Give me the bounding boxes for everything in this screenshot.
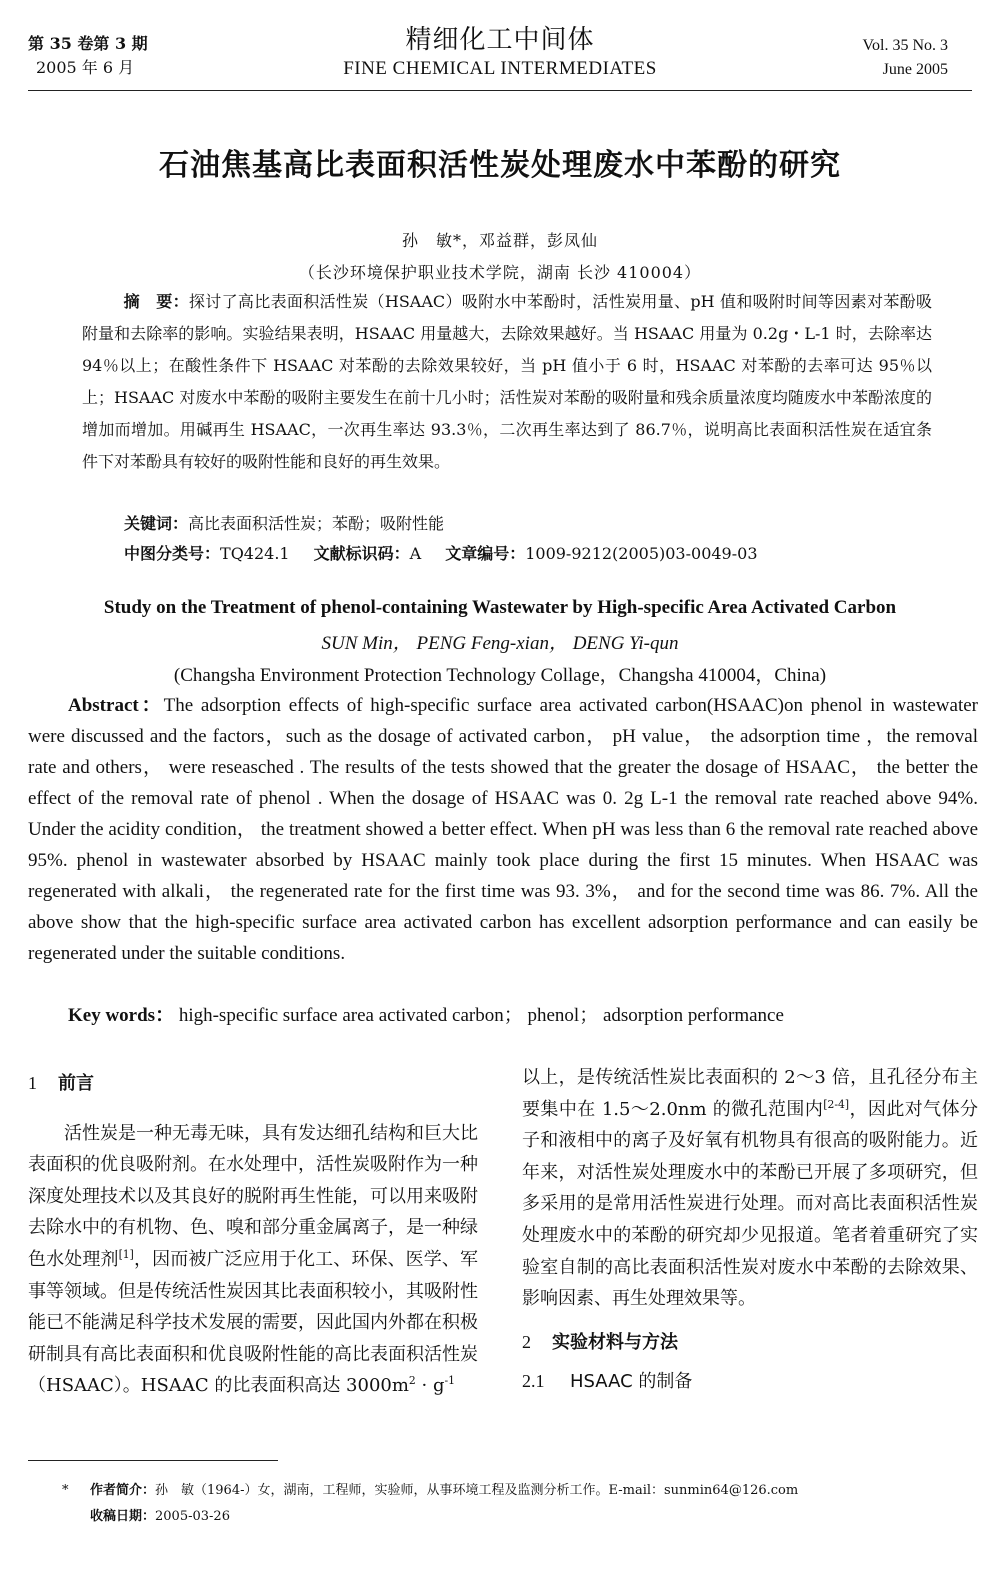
abstract-en-text: The adsorption effects of high-specific surface area activated carbon(HSAAC)on phenol in wastewater were discussed and the factors，such as the dosage of activated carbon， pH value， the adsorption time ，the removal rate and others， were reseasched . The results of the tests showed that the greater the dosage of HSAAC， the better the effect of the removal rate of phenol . When the dosage of HSAAC was 0. 2g L-1 the removal rate reached above 94%. Under the acidity condition， the treatment showed a better effect. When pH was less than 6 the removal rate reached above 95%. phenol in wastewater absorbed by HSAAC mainly took place during the first 15 minutes. When HSAAC was regenerated with alkali， the regenerated rate for the first time was 93. 3%， and for the second time was 86. 7%. All the above show that the high-specific surface area activated carbon has excellent adsorption performance and can easily be regenerated under the suitable conditions.	[28, 695, 978, 964]
intro-cont-part2: ，因此对气体分子和液相中的离子及好氧有机物具有很高的吸附能力。近年来，对活性炭处理废水中的苯酚已开展了多项研究，但多采用的是常用活性炭进行处理。而对高比表面积活性炭处理废水中的苯酚的研究却少见报道。笔者着重研究了实验室自制的高比表面积活性炭对废水中苯酚的去除效果、影响因素、再生处理效果等。	[522, 1098, 979, 1310]
body-left-column	[28, 1068, 478, 1402]
intro-paragraph	[28, 1118, 478, 1402]
section-2-title: 实验材料与方法	[552, 1331, 678, 1353]
volume-issue: 第 35 卷第 3 期	[28, 34, 148, 53]
article-number-label: 文章编号：	[445, 544, 526, 563]
keywords-cn	[124, 508, 444, 540]
article-number-value: 1009-9212(2005)03-0049-03	[525, 544, 758, 563]
received-date-value: 2005-03-26	[155, 1509, 230, 1524]
unit-superscript-2: 2	[408, 1374, 416, 1388]
section-1-heading	[28, 1068, 478, 1100]
paper-title-cn: 石油焦基高比表面积活性炭处理废水中苯酚的研究	[159, 148, 841, 183]
clc-value: TQ424.1	[220, 544, 290, 563]
intro-text-part1: 活性炭是一种无毒无味，具有发达细孔结构和巨大比表面积的优良吸附剂。在水处理中，活性炭吸附作为一种深度处理技术以及其良好的脱附再生性能，可以用来吸附去除水中的有机物、色、嗅和部分重金属离子，是一种绿色水处理剂	[28, 1122, 478, 1270]
abstract-cn-label: 摘 要：	[123, 292, 189, 311]
header-divider	[28, 90, 972, 91]
abstract-en-label: Abstract：	[68, 695, 164, 716]
footnote-divider	[28, 1460, 278, 1461]
footnote-star: *	[62, 1483, 69, 1498]
body-right-column	[522, 1062, 978, 1398]
section-1-title: 前言	[58, 1073, 94, 1094]
subsection-2-1-heading	[522, 1366, 978, 1398]
author-bio-text: 孙 敏（1964-）女，湖南，工程师，实验师，从事环境工程及监测分析工作。E-mail：sunmin64@126.com	[155, 1483, 799, 1498]
keywords-en-label: Key words：	[68, 1005, 175, 1026]
intro-paragraph-continued	[522, 1062, 978, 1315]
section-1-number: 1	[28, 1073, 37, 1093]
abstract-cn	[82, 286, 932, 478]
journal-title-cn: 精细化工中间体	[405, 25, 595, 55]
section-2-heading	[522, 1327, 978, 1359]
classification-line	[124, 538, 758, 570]
unit-superscript-minus1: -1	[444, 1374, 456, 1388]
authors-cn: 孙 敏*，邓益群，彭凤仙	[401, 231, 598, 250]
doc-code-value: A	[409, 544, 422, 563]
intro-cont-part1: 以上，是传统活性炭比表面积的 2～3 倍，且孔径分布主要集中在 1.5～2.0nm 的微孔范围内	[522, 1067, 978, 1120]
citation-2-4: [2-4]	[823, 1097, 850, 1111]
keywords-en	[68, 1002, 784, 1030]
subsection-2-1-title: HSAAC 的制备	[570, 1371, 693, 1393]
journal-title-en: FINE CHEMICAL INTERMEDIATES	[343, 58, 657, 79]
section-2-number: 2	[522, 1331, 531, 1352]
keywords-cn-text: 高比表面积活性炭；苯酚；吸附性能	[188, 514, 445, 533]
authors-en: SUN Min， PENG Feng-xian， DENG Yi-qun	[321, 633, 679, 654]
author-footnote	[62, 1480, 798, 1502]
received-date-label: 收稿日期：	[90, 1509, 156, 1524]
author-bio-label: 作者简介：	[90, 1483, 156, 1498]
keywords-cn-label: 关键词：	[124, 514, 189, 533]
publication-date: 2005 年 6 月	[36, 58, 135, 77]
doc-code-label: 文献标识码：	[313, 544, 410, 563]
publication-date-en: June 2005	[882, 61, 948, 78]
keywords-en-text: high-specific surface area activated carbon； phenol； adsorption performance	[174, 1005, 784, 1026]
clc-label: 中图分类号：	[124, 544, 221, 563]
journal-title	[0, 24, 1000, 82]
affiliation-cn: （长沙环境保护职业技术学院，湖南 长沙 410004）	[298, 263, 702, 282]
citation-1: [1]	[118, 1247, 134, 1261]
affiliation-en: (Changsha Environment Protection Technology Collage，Changsha 410004，China)	[173, 665, 827, 686]
abstract-en	[28, 690, 978, 969]
subsection-2-1-number: 2.1	[522, 1371, 545, 1392]
unit-g: · g	[415, 1375, 445, 1397]
volume-issue-en: Vol. 35 No. 3	[862, 37, 948, 54]
received-date-footnote	[90, 1506, 230, 1528]
abstract-cn-text: 探讨了高比表面积活性炭（HSAAC）吸附水中苯酚时，活性炭用量、pH 值和吸附时间等因素对苯酚吸附量和去除率的影响。实验结果表明，HSAAC 用量越大，去除效果越好。当 HSAAC 用量为 0.2g・L-1 时，去除率达 94％以上；在酸性条件下 HSAAC 对苯酚的去除效果较好，当 pH 值小于 6 时，HSAAC 对苯酚的去率可达 95％以上；HSAAC 对废水中苯酚的吸附主要发生在前十几小时；活性炭对苯酚的吸附量和残余质量浓度均随废水中苯酚浓度的增加而增加。用碱再生 HSAAC，一次再生率达 93.3％，二次再生率达到了 86.7％，说明高比表面积活性炭在适宜条件下对苯酚具有较好的吸附性能和良好的再生效果。	[82, 292, 932, 471]
intro-text-part2: ，因而被广泛应用于化工、环保、医学、军事等领域。但是传统活性炭因其比表面积较小，其吸附性能已不能满足科学技术发展的需要，因此国内外都在积极研制具有高比表面积和优良吸附性能的高比表面积活性炭（HSAAC）。HSAAC 的比表面积高达 3000m	[28, 1248, 479, 1397]
journal-issue-info-en	[863, 34, 949, 82]
paper-title-en: Study on the Treatment of phenol-containing Wastewater by High-specific Area Activated Carbon	[103, 597, 897, 618]
